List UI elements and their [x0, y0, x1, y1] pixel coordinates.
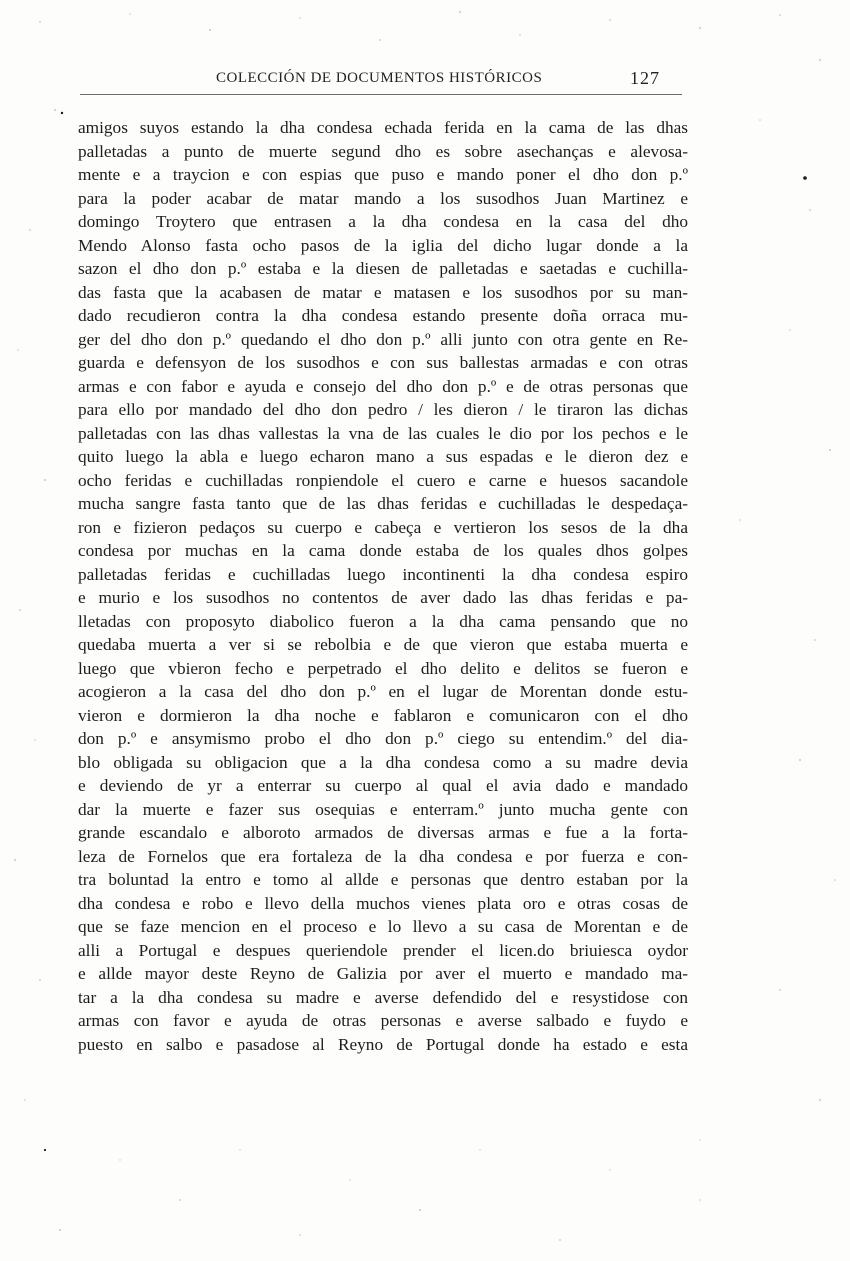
- text-line: Mendo Alonso fasta ocho pasos de la iglia del dicho lugar donde a la: [78, 235, 688, 255]
- text-line: palletadas con las dhas vallestas la vna de las cuales le dio por los pechos e le: [78, 423, 688, 443]
- text-line: dha condesa e robo e llevo della muchos vienes plata oro e otras cosas de: [78, 893, 688, 913]
- text-line: lletadas con proposyto diabolico fueron a la dha cama pensando que no: [78, 611, 688, 631]
- header-title: COLECCIÓN DE DOCUMENTOS HISTÓRICOS: [216, 70, 543, 86]
- text-line: tar a la dha condesa su madre e averse defendido del e resystidose con: [78, 987, 688, 1007]
- text-line: don p.º e ansymismo probo el dho don p.º ciego su entendim.º del dia-: [78, 729, 688, 748]
- text-line: dar la muerte e fazer sus osequias e enterram.º junto mucha gente con: [78, 799, 688, 819]
- text-line: mucha sangre fasta tanto que de las dhas feridas e cuchilladas le despedaça-: [78, 494, 688, 513]
- text-line: e allde mayor deste Reyno de Galizia por aver el muerto e mandado ma-: [78, 964, 688, 983]
- text-line: blo obligada su obligacion que a la dha condesa como a su madre devia: [78, 752, 688, 772]
- text-line: leza de Fornelos que era fortaleza de la dha condesa e por fuerza e con-: [78, 846, 688, 866]
- page-number: 127: [630, 68, 660, 88]
- text-line: para la poder acabar de matar mando a los susodhos Juan Martinez e: [78, 188, 688, 208]
- body-text: [78, 116, 688, 1056]
- text-line: palletadas feridas e cuchilladas luego incontinenti la dha condesa espiro: [78, 564, 688, 584]
- text-line: que se faze mencion en el proceso e lo llevo a su casa de Morentan e de: [78, 917, 688, 936]
- text-line: armas e con fabor e ayuda e consejo del dho don p.º e de otras personas que: [78, 376, 688, 396]
- text-line: puesto en salbo e pasadose al Reyno de Portugal donde ha estado e esta: [78, 1034, 688, 1054]
- header-rule: [80, 94, 682, 95]
- text-line: guarda e defensyon de los susodhos e con sus ballestas armadas e con otras: [78, 353, 688, 372]
- text-line: armas con favor e ayuda de otras personas e averse salbado e fuydo e: [78, 1011, 688, 1030]
- text-line: condesa por muchas en la cama donde estaba de los quales dhos golpes: [78, 541, 688, 560]
- text-line: quedaba muerta a ver si se rebolbia e de que vieron que estaba muerta e: [78, 635, 688, 654]
- text-line: quito luego la abla e luego echaron mano a sus espadas e le dieron dez e: [78, 447, 688, 466]
- text-line: amigos suyos estando la dha condesa echada ferida en la cama de las dhas: [78, 118, 688, 137]
- text-line: luego que vbieron fecho e perpetrado el dho delito e delitos se fueron e: [78, 658, 688, 678]
- text-line: ron e fizieron pedaços su cuerpo e cabeça e vertieron los sesos de la dha: [78, 517, 688, 537]
- text-line: tra boluntad la entro e tomo al allde e personas que dentro estaban por la: [78, 870, 688, 889]
- text-line: alli a Portugal e despues queriendole prender el licen.do briuiesca oydor: [78, 940, 688, 960]
- text-line: ger del dho don p.º quedando el dho don p.º alli junto con otra gente en Re-: [78, 329, 688, 349]
- text-line: grande escandalo e alboroto armados de diversas armas e fue a la forta-: [78, 823, 688, 842]
- text-line: mente e a traycion e con espias que puso e mando poner el dho don p.º: [78, 165, 688, 184]
- text-line: vieron e dormieron la dha noche e fablaron e comunicaron con el dho: [78, 705, 688, 725]
- text-line: e murio e los susodhos no contentos de aver dado las dhas feridas e pa-: [78, 588, 688, 607]
- text-line: dado recudieron contra la dha condesa estando presente doña orraca mu-: [78, 306, 688, 325]
- text-line: palletadas a punto de muerte segund dho es sobre asechanças e alevosa-: [78, 141, 688, 161]
- text-line: para ello por mandado del dho don pedro / les dieron / le tiraron las dichas: [78, 400, 688, 419]
- text-line: acogieron a la casa del dho don p.º en el lugar de Morentan donde estu-: [78, 682, 688, 701]
- running-header: [216, 70, 686, 92]
- text-line: das fasta que la acabasen de matar e matasen e los susodhos por su man-: [78, 282, 688, 302]
- text-line: e deviendo de yr a enterrar su cuerpo al qual el avia dado e mandado: [78, 776, 688, 795]
- text-line: sazon el dho don p.º estaba e la diesen de palletadas e saetadas e cuchilla-: [78, 259, 688, 278]
- text-line: domingo Troytero que entrasen a la dha condesa en la casa del dho: [78, 212, 688, 231]
- text-line: ocho feridas e cuchilladas ronpiendole el cuero e carne e huesos sacandole: [78, 470, 688, 490]
